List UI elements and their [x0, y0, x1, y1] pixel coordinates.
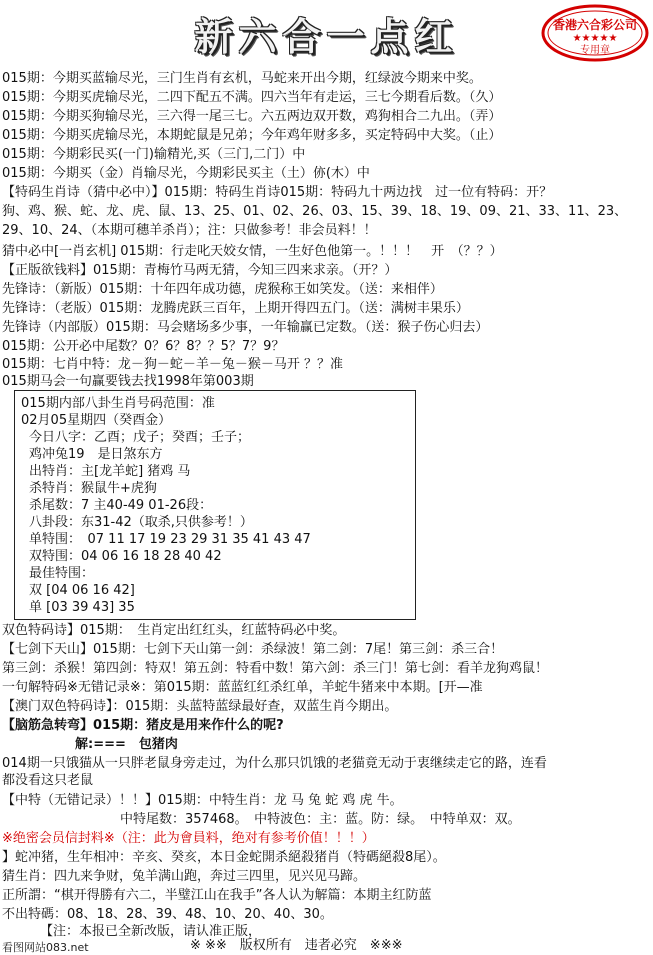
line-33: 不出特碼：08、18、28、39、48、10、20、40、30。 [2, 907, 333, 922]
line-26: 都没看这只老鼠 [2, 773, 94, 788]
line-3: 015期：今期买狗输尽光，三六得一尾三七。六五两边双开数，鸡狗相合二九出。（弄） [2, 109, 502, 124]
line-34: 【注：本报已全新改版，请认准正版， [40, 924, 262, 939]
line-6: 015期：今期买（金）肖输尽光，今期彩民买主（土）㑊(木）中 [2, 166, 370, 181]
line-30: 】蛇冲猪，生年相冲：辛亥、癸亥，本日金蛇開杀絕殺猪肖（特碼絕殺8尾）。 [2, 850, 446, 865]
line-12: 先锋诗：（新版）015期：十年四年成功德，虎猴称王如笑发。（送：来相伴） [2, 282, 443, 297]
bagua-box [14, 390, 416, 620]
line-5: 015期：今期彩民买(一门)输精光,买（三门,二门）中 [2, 147, 306, 162]
line-24: 解:=== 包猪肉 [75, 737, 178, 752]
line-8: 狗、鸡、猴、蛇、龙、虎、鼠、13、25、01、02、26、03、15、39、18、19、09、21、33、11、23、 [2, 204, 628, 219]
company-seal [540, 3, 650, 63]
box-line-4: 鸡冲兔19 是日煞东方 [29, 447, 163, 462]
line-28: 中特尾数：357468。 中特波色：主：蓝。防：绿。 中特单双：双。 [120, 812, 521, 827]
line-31: 猜生肖：四九来争财，兔羊满山跑，奔过三四里，见兴见马蹄。 [2, 869, 367, 884]
line-18: 双色特码诗】015期： 生肖定出红红头，红蓝特码必中奖。 [2, 623, 346, 638]
svg-text:专用章: 专用章 [580, 45, 610, 56]
line-15: 015期：公开必中尾数？0？6？8？？5？7？9？ [2, 339, 285, 354]
line-27: 【中特（无错记录）！！】015期：中特生肖：龙 马 兔 蛇 鸡 虎 牛。 [2, 793, 403, 808]
line-16: 015期：七肖中特：龙－狗－蛇－羊－兔－猴－马开 ？？准 [2, 357, 343, 372]
box-line-12: 双 [04 06 16 42] [29, 583, 135, 598]
source-watermark: 看图网站083.net [2, 941, 89, 954]
line-2: 015期：今期买虎输尽光，二四下配五不满。四六当年有走运，三七今期看后数。（久） [2, 90, 502, 105]
page-title: 新六合一点红 [194, 14, 459, 59]
line-9: 29、10、24、（本期可穗羊杀肖）；注：只做参考！非会员料！！ [2, 223, 377, 238]
line-19: 【七剑下天山】015期：七剑下天山第一剑：杀绿波！第二剑：7尾！第三剑：杀三合！ [2, 642, 504, 657]
box-line-11: 最佳特围： [29, 566, 95, 581]
box-line-9: 单特围： 07 11 17 19 23 29 31 35 41 43 47 [29, 532, 311, 547]
line-10: 猜中必中[一肖玄机] 015期：行走叱天姣女情，一生好色他第一。！！！ 开 （？？） [2, 244, 503, 259]
box-line-6: 杀特肖：猴鼠牛+虎狗 [29, 481, 157, 496]
box-line-5: 出特肖：主[龙羊蛇] 猪鸡 马 [29, 464, 191, 479]
line-20: 第三剑：杀猴！第四剑：特双！第五剑：特看中数！第六剑：杀三门！第七剑：看羊龙狗鸡鼠！ [2, 661, 549, 676]
box-line-1: 015期内部八卦生肖号码范围：准 [21, 396, 215, 411]
svg-text:香港六合彩公司: 香港六合彩公司 [552, 18, 638, 32]
line-22: 【澳门双色特码诗】：015期：头蓝特蓝绿最好查，双蓝生肖今期出。 [2, 699, 398, 714]
box-line-2: 02月05星期四（癸酉金） [21, 413, 172, 428]
line-17: 015期马会一句赢要钱去找1998年第003期 [2, 374, 254, 389]
line-32: 正所謂：“棋开得勝有六二，半璧江山在我手”各人认为解篇：本期主红防蓝 [2, 888, 432, 903]
line-13: 先锋诗：（老版）015期：龙腾虎跃三百年，上期开得四五门。（送：满树丰果乐） [2, 301, 469, 316]
line-7: 【特码生肖诗（猜中必中）】015期：特码生肖诗015期：特码九十两边找 过一位有特码：开？ [2, 185, 553, 200]
box-line-10: 双特围：04 06 16 18 28 40 42 [29, 549, 222, 564]
line-11: 【正版欲钱料】015期：青梅竹马两无猜，今知三四来求亲。（开？） [2, 263, 398, 278]
copyright-line: ※ ※※ 版权所有 违者必究 ※※※ [190, 938, 403, 953]
line-1: 015期：今期买蓝输尽光，三门生肖有玄机，马蛇来开出今期，红绿波今期来中奖。 [2, 71, 482, 86]
box-line-8: 八卦段：东31-42（取杀,只供参考！） [29, 515, 253, 530]
line-21: 一句解特码※无错记录※：第015期：蓝蓝红红杀红单，羊蛇牛猪来中本期。[开—准 [2, 680, 483, 695]
svg-text:★★★★★: ★★★★★ [572, 33, 618, 44]
box-line-7: 杀尾数：7 主40-49 01-26段： [29, 498, 213, 513]
line-14: 先锋诗（内部版）015期：马会赌场多少事，一年输赢已定数。（送：猴子伤心归去） [2, 320, 489, 335]
line-25: 014期一只饿猫从一只胖老鼠身旁走过，为什么那只饥饿的老猫竟无动于衷继续走它的路，连看 [2, 756, 547, 771]
line-29: ※绝密会员信封料※（注：此为會員料，绝对有参考价值！！！） [2, 831, 375, 846]
box-line-13: 单 [03 39 43] 35 [29, 600, 135, 615]
line-23: 【脑筋急转弯】015期：猪皮是用来作什么的呢? [2, 718, 284, 733]
box-line-3: 今日八字：乙酉；戊子；癸酉；壬子； [29, 430, 251, 445]
line-4: 015期：今期买虎输尽光，本期蛇鼠是兄弟；今年鸡年财多多，买定特码中大奖。（止） [2, 128, 502, 143]
